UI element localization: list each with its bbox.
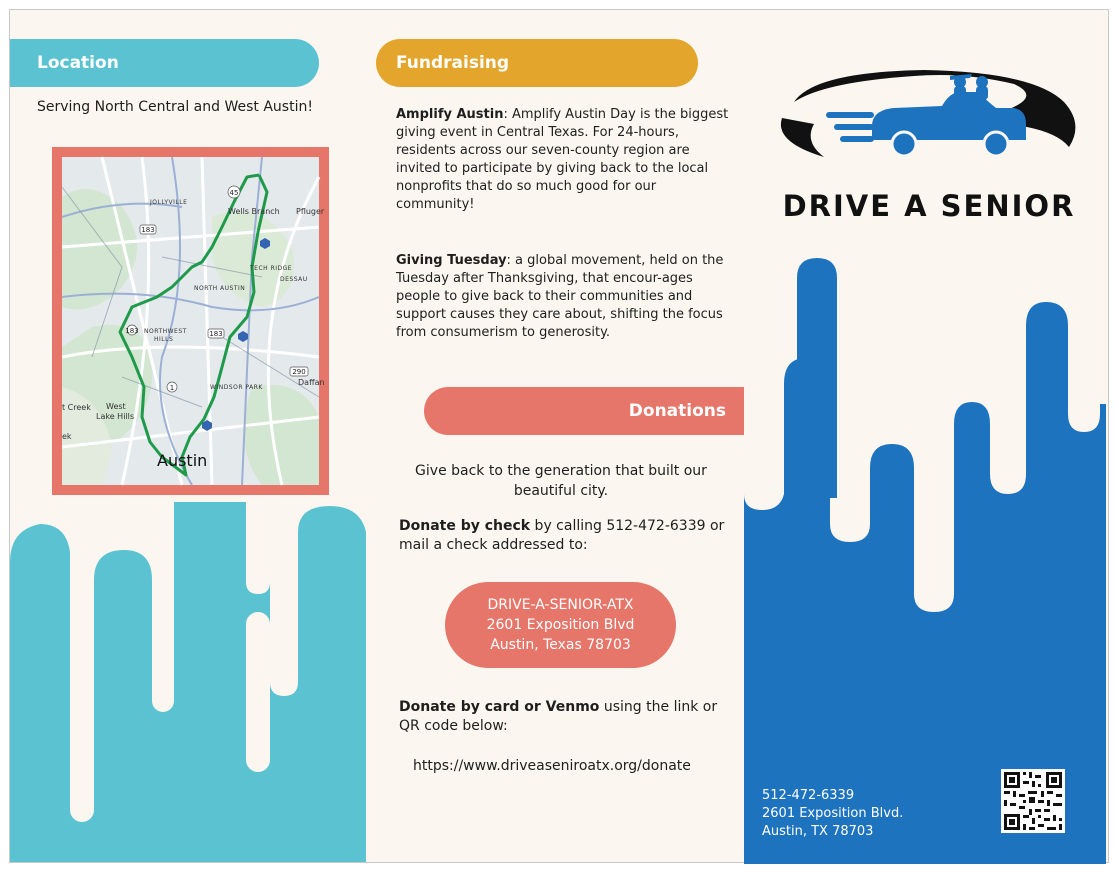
- donate-by-card-title: Donate by card or Venmo: [399, 699, 600, 715]
- fundraising-heading: [376, 39, 698, 87]
- shield-183-c: 183: [125, 327, 139, 335]
- shield-45: 45: [229, 189, 239, 197]
- fundraising-heading-label: Fundraising: [396, 53, 510, 73]
- map-label-tech-ridge: TECH RIDGE: [250, 265, 293, 272]
- map-label-creek: t Creek: [62, 403, 91, 412]
- donate-by-card-paragraph: [399, 698, 739, 736]
- location-heading-label: Location: [37, 53, 119, 73]
- map-label-northwest: NORTHWEST: [144, 328, 187, 335]
- amplify-austin-title: Amplify Austin: [396, 107, 504, 122]
- donate-by-check-paragraph: [399, 517, 739, 555]
- map-label-windsor-park: WINDSOR PARK: [210, 384, 263, 391]
- teal-drip-decoration: [10, 502, 380, 862]
- contact-phone: 512-472-6339: [762, 788, 855, 803]
- giving-tuesday-paragraph: [396, 252, 730, 342]
- donations-intro: Give back to the generation that built our beautiful city.: [415, 463, 707, 499]
- map-label-wells-branch: Wells Branch: [228, 207, 280, 216]
- shield-183-b: 183: [209, 330, 223, 338]
- donate-by-card-text: using the link or QR code below:: [399, 699, 718, 734]
- drive-a-senior-logo: [764, 62, 1084, 182]
- shield-290: 290: [292, 368, 306, 376]
- address-line-1: DRIVE-A-SENIOR-ATX: [487, 597, 634, 613]
- blue-drip-top-decoration: [797, 258, 837, 498]
- map-label-hills: HILLS: [154, 336, 174, 343]
- contact-block: [762, 787, 903, 841]
- map-label-north-austin: NORTH AUSTIN: [194, 285, 246, 292]
- giving-tuesday-title: Giving Tuesday: [396, 253, 507, 268]
- brand-name: DRIVE A SENIOR: [782, 189, 1076, 223]
- map-label-dessau: DESSAU: [280, 276, 308, 283]
- mailing-address-badge: [445, 582, 676, 668]
- service-area-map: [52, 147, 329, 495]
- map-label-pfluger: Pfluger: [296, 207, 325, 216]
- map-label-ek: ek: [62, 432, 72, 441]
- map-label-daffan: Daffan: [298, 378, 325, 387]
- map-label-west: West: [106, 402, 126, 411]
- donations-heading: [424, 387, 744, 435]
- amplify-austin-paragraph: [396, 106, 730, 214]
- map-label-austin: Austin: [157, 451, 208, 470]
- donate-by-check-text: by calling 512-472-6339 or mail a check addressed to:: [399, 518, 725, 553]
- shield-1: 1: [169, 384, 175, 392]
- location-heading: [10, 39, 319, 87]
- shield-183-a: 183: [141, 226, 155, 234]
- donate-by-check-title: Donate by check: [399, 518, 531, 534]
- map-label-lake-hills: Lake Hills: [96, 412, 135, 421]
- amplify-austin-text: : Amplify Austin Day is the biggest giving event in Central Texas. For 24-hours, residents across our seven-county region are invited to participate by giving back to the local nonprofits that do so much good for our community!: [396, 107, 729, 212]
- donate-link[interactable]: https://www.driveaseniroatx.org/donate: [413, 758, 691, 774]
- map-label-jollyville: JOLLYVILLE: [150, 199, 188, 206]
- map-graphic: [62, 157, 325, 485]
- location-subtitle: Serving North Central and West Austin!: [37, 99, 313, 115]
- address-line-3: Austin, Texas 78703: [490, 637, 631, 653]
- brochure-page: [9, 9, 1109, 863]
- giving-tuesday-text: : a global movement, held on the Tuesday after Thanksgiving, that encour-ages people to give back to their communities and support causes they care about, shifting the focus from consumerism to generosity.: [396, 253, 724, 340]
- donation-qr-code[interactable]: [1001, 769, 1065, 833]
- address-line-2: 2601 Exposition Blvd: [486, 617, 635, 633]
- donations-heading-label: Donations: [628, 401, 726, 421]
- contact-city: Austin, TX 78703: [762, 824, 874, 839]
- contact-street: 2601 Exposition Blvd.: [762, 806, 904, 821]
